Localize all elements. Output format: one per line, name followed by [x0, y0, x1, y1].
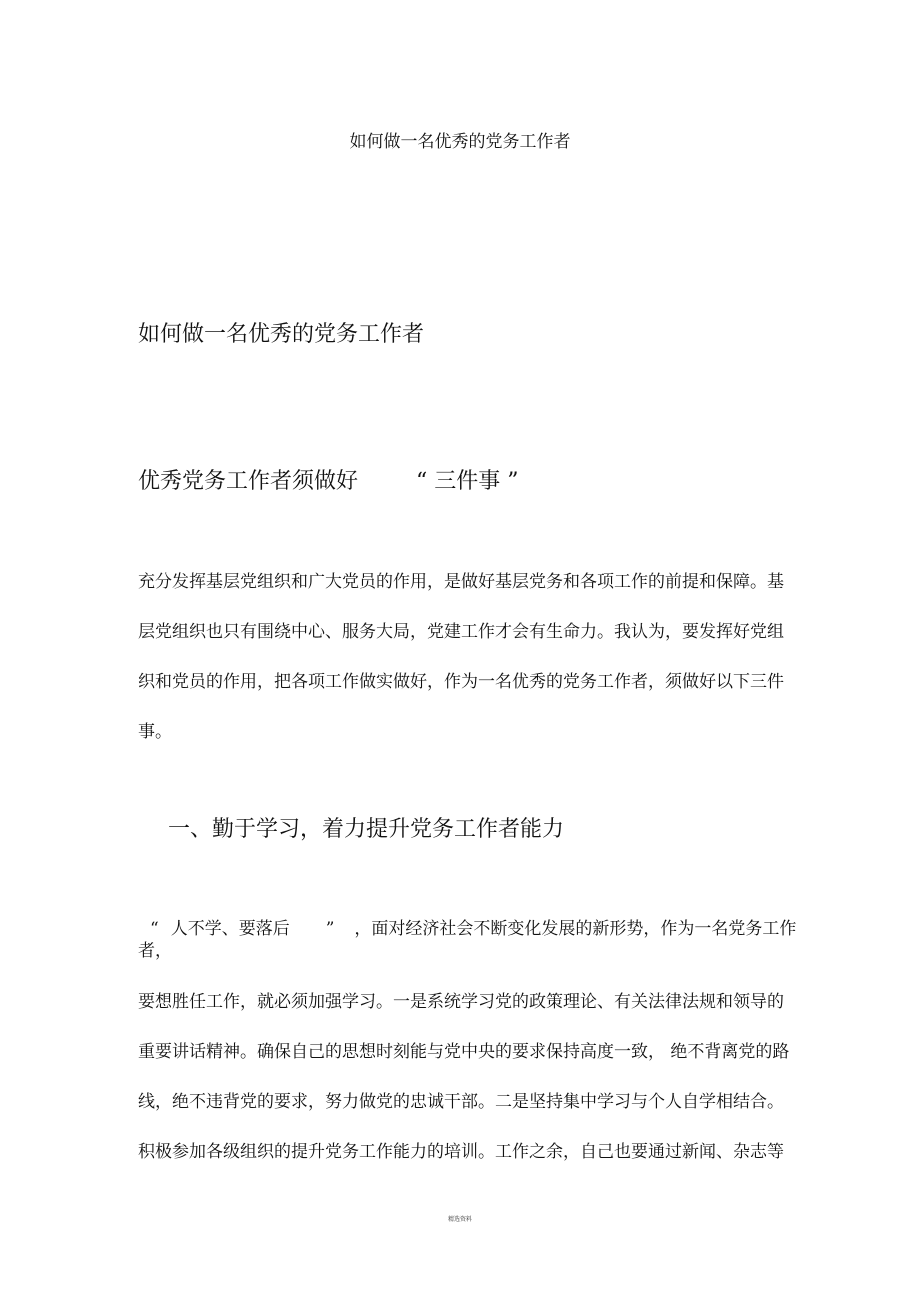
body-line-3: 线，绝不违背党的要求，努力做党的忠诚干部。二是坚持集中学习与个人自学相结合。 — [138, 1092, 784, 1112]
subheading-main: 优秀党务工作者须做好 — [138, 469, 359, 494]
quote-rest: ，面对经济社会不断变化发展的新形势，作为一名党务工作 — [354, 919, 797, 939]
body-line-1: 要想胜任工作，就必须加强学习。一是系统学习党的政策理论、有关法律法规和领导的 — [138, 992, 784, 1012]
intro-line-3: 织和党员的作用，把各项工作做实做好，作为一名优秀的党务工作者，须做好以下三件 — [138, 672, 784, 692]
intro-line-2: 层党组织也只有围绕中心、服务大局，党建工作才会有生命力。我认为，要发挥好党组 — [138, 622, 784, 642]
quote-close: ” — [325, 919, 335, 939]
page-footer: 精选资料 — [447, 1216, 472, 1223]
quote-text: 人不学、要落后 — [170, 919, 290, 939]
body-line-4: 积极参加各级组织的提升党务工作能力的培训。工作之余，自己也要通过新闻、杂志等 — [138, 1142, 784, 1162]
article-heading: 如何做一名优秀的党务工作者 — [138, 322, 425, 347]
subheading-quote: “ 三件事 ” — [416, 469, 519, 494]
body-line-2: 重要讲话精神。确保自己的思想时刻能与党中央的要求保持高度一致， 绝不背离党的路 — [138, 1042, 790, 1062]
subheading — [138, 464, 519, 495]
quote-line — [150, 914, 796, 939]
quote-continuation: 者， — [138, 941, 172, 961]
document-title: 如何做一名优秀的党务工作者 — [349, 132, 571, 152]
intro-line-4: 事。 — [138, 722, 172, 742]
intro-line-1: 充分发挥基层党组织和广大党员的作用，是做好基层党务和各项工作的前提和保障。基 — [138, 572, 784, 592]
section-heading-1: 一、勤于学习，着力提升党务工作者能力 — [168, 817, 565, 842]
quote-open: “ — [150, 919, 159, 939]
